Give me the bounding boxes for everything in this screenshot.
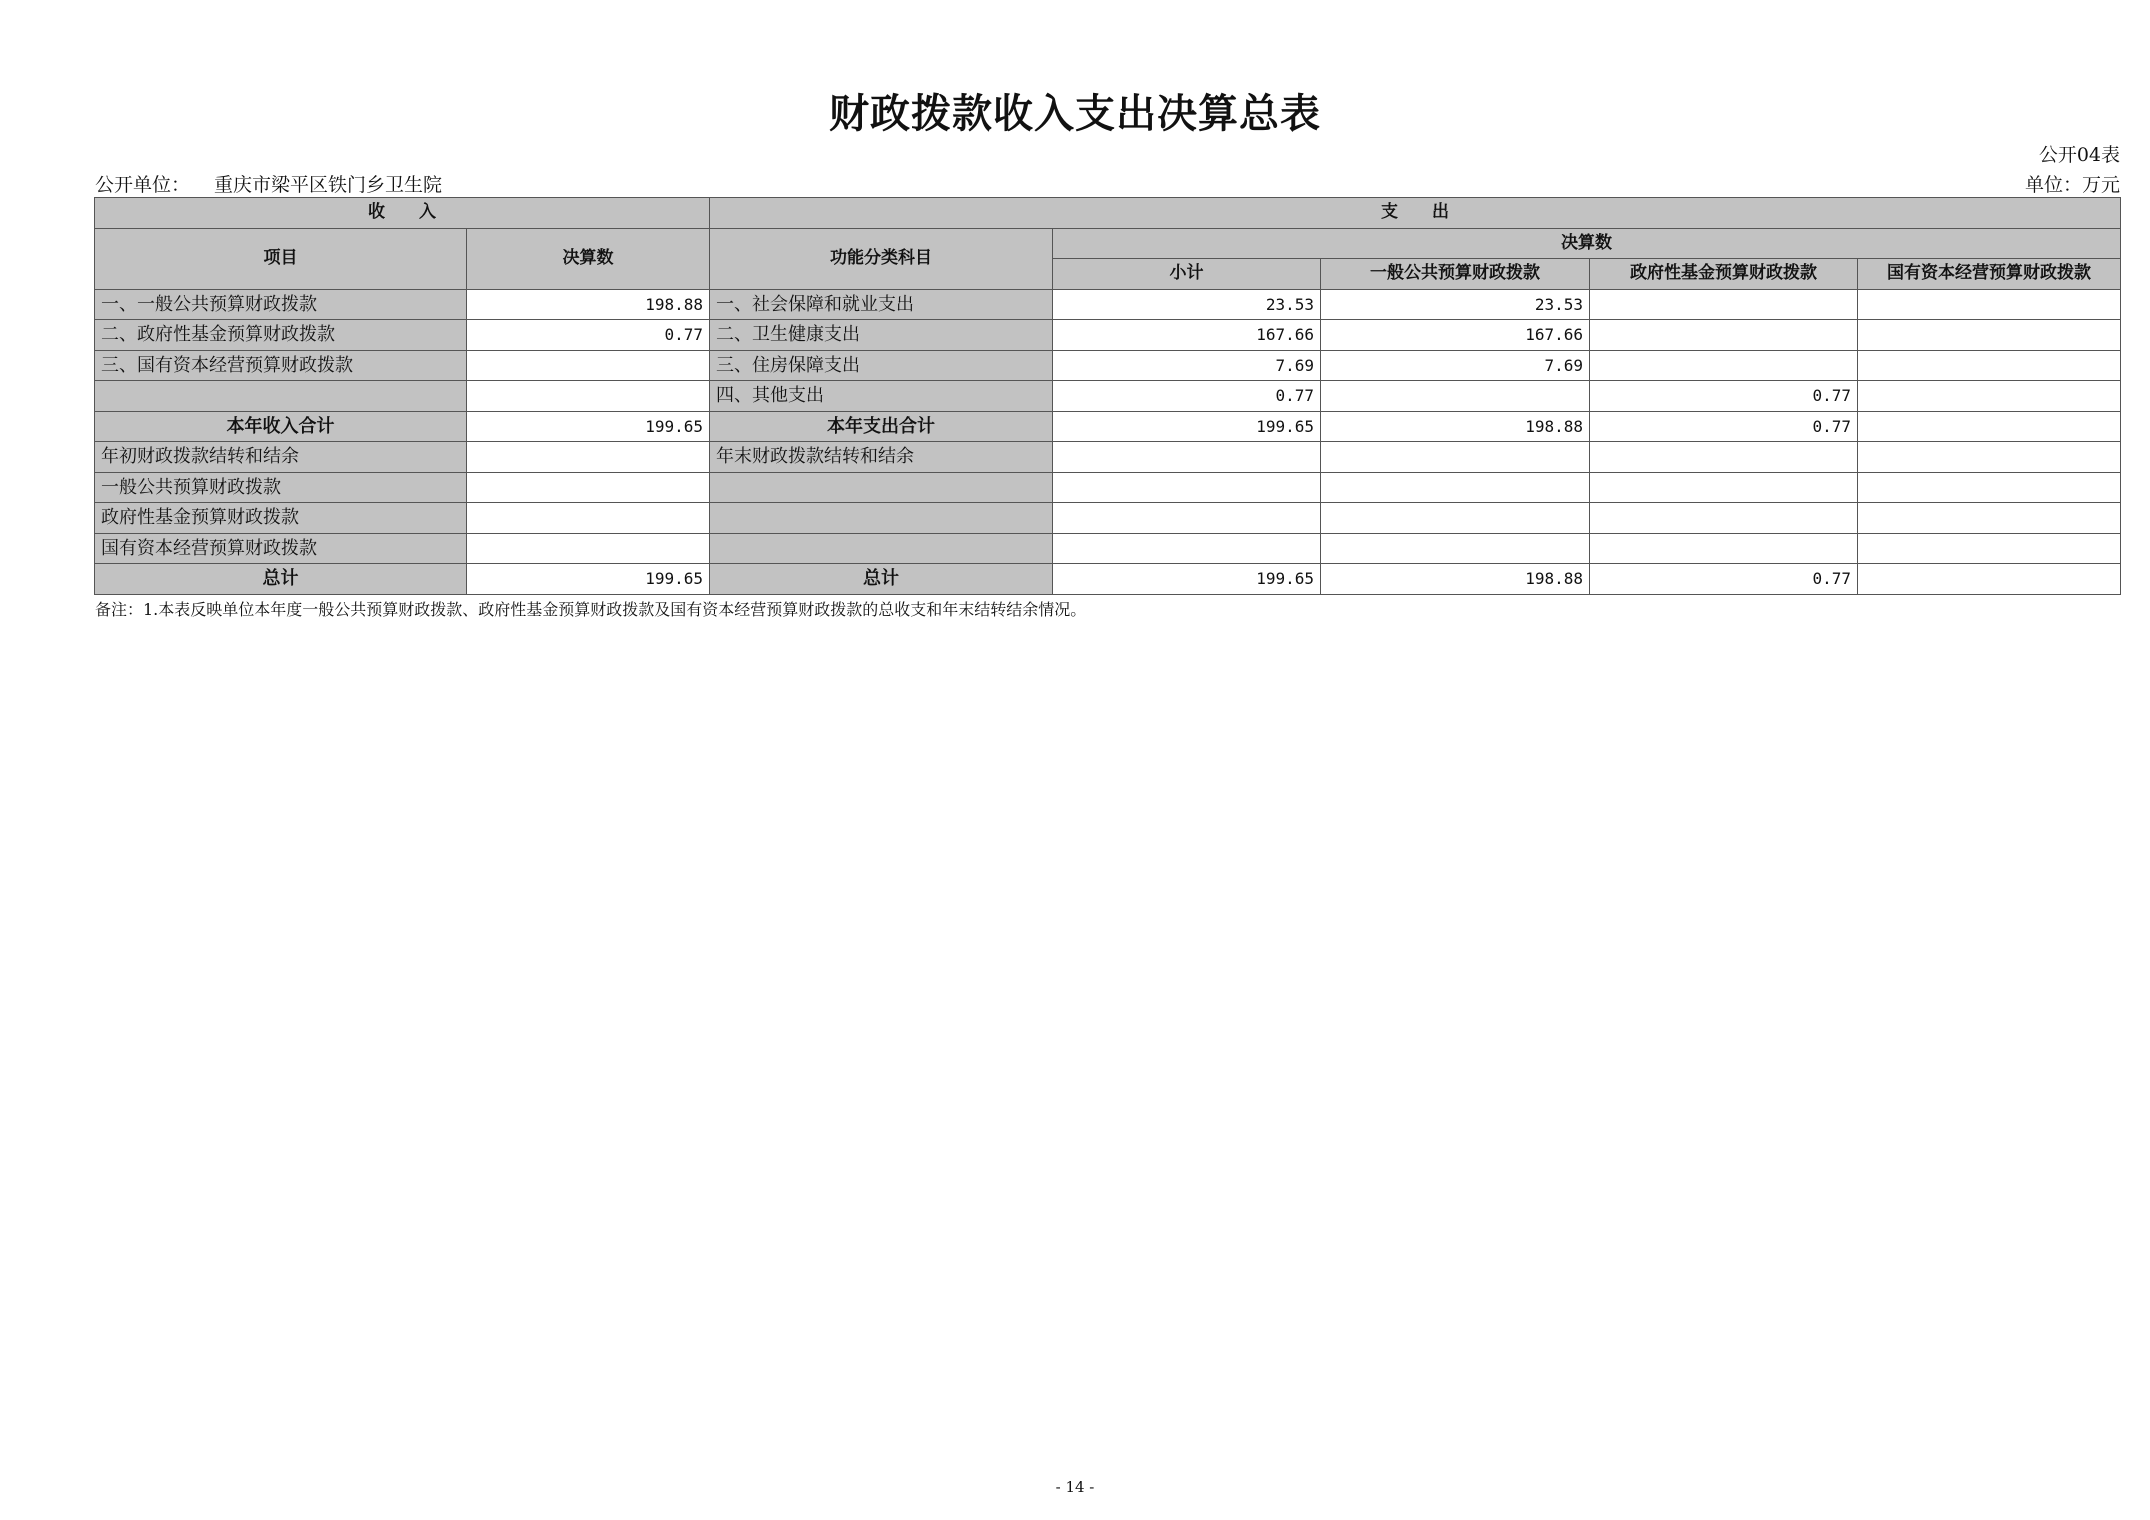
state-capital-cell <box>1858 442 2121 473</box>
general-cell: 167.66 <box>1321 320 1590 351</box>
settle-header: 决算数 <box>1053 228 2121 259</box>
expense-item: 三、住房保障支出 <box>710 350 1053 381</box>
gov-fund-cell: 0.77 <box>1590 564 1858 595</box>
general-cell <box>1321 472 1590 503</box>
expense-item: 年末财政拨款结转和结余 <box>710 442 1053 473</box>
function-header: 功能分类科目 <box>710 228 1053 289</box>
subtotal-cell <box>1053 533 1321 564</box>
header-row-2 <box>95 228 2121 259</box>
income-amount: 198.88 <box>467 289 710 320</box>
expense-item: 二、卫生健康支出 <box>710 320 1053 351</box>
state-capital-cell <box>1858 472 2121 503</box>
income-item: 一、一般公共预算财政拨款 <box>95 289 467 320</box>
subtotal-cell: 0.77 <box>1053 381 1321 412</box>
state-capital-cell <box>1858 350 2121 381</box>
general-cell: 23.53 <box>1321 289 1590 320</box>
income-item: 一般公共预算财政拨款 <box>95 472 467 503</box>
income-total-label: 本年收入合计 <box>95 411 467 442</box>
general-cell <box>1321 442 1590 473</box>
table-row <box>95 381 2121 412</box>
appropriation-summary-table <box>94 197 2121 595</box>
gov-fund-cell: 0.77 <box>1590 411 1858 442</box>
gov-fund-cell <box>1590 533 1858 564</box>
income-item: 年初财政拨款结转和结余 <box>95 442 467 473</box>
table-row <box>95 289 2121 320</box>
general-cell: 198.88 <box>1321 564 1590 595</box>
income-header: 收 入 <box>95 198 710 229</box>
state-capital-cell <box>1858 411 2121 442</box>
income-item: 三、国有资本经营预算财政拨款 <box>95 350 467 381</box>
gov-fund-cell <box>1590 350 1858 381</box>
expense-item <box>710 472 1053 503</box>
state-capital-header: 国有资本经营预算财政拨款 <box>1858 259 2121 290</box>
general-cell <box>1321 381 1590 412</box>
table-row <box>95 503 2121 534</box>
table-row-total <box>95 411 2121 442</box>
subtotal-cell: 167.66 <box>1053 320 1321 351</box>
table-row <box>95 472 2121 503</box>
state-capital-cell <box>1858 564 2121 595</box>
general-cell <box>1321 533 1590 564</box>
income-amount <box>467 503 710 534</box>
subtotal-header: 小计 <box>1053 259 1321 290</box>
income-amount <box>467 350 710 381</box>
general-cell: 198.88 <box>1321 411 1590 442</box>
table-row-grand-total <box>95 564 2121 595</box>
subtotal-cell: 199.65 <box>1053 411 1321 442</box>
income-amount <box>467 533 710 564</box>
amount-header: 决算数 <box>467 228 710 289</box>
general-header: 一般公共预算财政拨款 <box>1321 259 1590 290</box>
gov-fund-cell <box>1590 442 1858 473</box>
reporting-unit <box>95 170 442 197</box>
gov-fund-cell <box>1590 472 1858 503</box>
income-item <box>95 381 467 412</box>
state-capital-cell <box>1858 533 2121 564</box>
income-item: 二、政府性基金预算财政拨款 <box>95 320 467 351</box>
expense-total-label: 本年支出合计 <box>710 411 1053 442</box>
subtotal-cell: 23.53 <box>1053 289 1321 320</box>
expense-item: 四、其他支出 <box>710 381 1053 412</box>
income-amount: 199.65 <box>467 411 710 442</box>
header-row-1 <box>95 198 2121 229</box>
subtotal-cell <box>1053 442 1321 473</box>
income-amount <box>467 472 710 503</box>
table-row <box>95 442 2121 473</box>
income-amount <box>467 442 710 473</box>
gov-fund-header: 政府性基金预算财政拨款 <box>1590 259 1858 290</box>
income-amount: 199.65 <box>467 564 710 595</box>
page-title: 财政拨款收入支出决算总表 <box>829 91 1321 137</box>
state-capital-cell <box>1858 289 2121 320</box>
table-row <box>95 320 2121 351</box>
table-row <box>95 350 2121 381</box>
gov-fund-cell <box>1590 503 1858 534</box>
item-header: 项目 <box>95 228 467 289</box>
subtotal-cell: 7.69 <box>1053 350 1321 381</box>
expense-header: 支 出 <box>710 198 2121 229</box>
income-amount: 0.77 <box>467 320 710 351</box>
expense-item <box>710 503 1053 534</box>
footnote: 备注：1.本表反映单位本年度一般公共预算财政拨款、政府性基金预算财政拨款及国有资本经营预算财政拨款的总收支和年末结转结余情况。 <box>95 600 1087 619</box>
income-grand-total-label: 总计 <box>95 564 467 595</box>
reporting-unit-name: 重庆市梁平区铁门乡卫生院 <box>214 174 443 196</box>
income-item: 国有资本经营预算财政拨款 <box>95 533 467 564</box>
expense-item: 一、社会保障和就业支出 <box>710 289 1053 320</box>
table-row <box>95 533 2121 564</box>
general-cell: 7.69 <box>1321 350 1590 381</box>
state-capital-cell <box>1858 381 2121 412</box>
gov-fund-cell: 0.77 <box>1590 381 1858 412</box>
state-capital-cell <box>1858 320 2121 351</box>
form-number: 公开04表 <box>2038 144 2120 166</box>
page-number: - 14 - <box>1055 1478 1095 1496</box>
subtotal-cell <box>1053 472 1321 503</box>
income-item: 政府性基金预算财政拨款 <box>95 503 467 534</box>
currency-unit: 单位：万元 <box>2024 174 2120 196</box>
expense-grand-total-label: 总计 <box>710 564 1053 595</box>
expense-item <box>710 533 1053 564</box>
income-amount <box>467 381 710 412</box>
reporting-unit-label: 公开单位： <box>95 174 191 196</box>
state-capital-cell <box>1858 503 2121 534</box>
subtotal-cell: 199.65 <box>1053 564 1321 595</box>
gov-fund-cell <box>1590 289 1858 320</box>
general-cell <box>1321 503 1590 534</box>
subtotal-cell <box>1053 503 1321 534</box>
gov-fund-cell <box>1590 320 1858 351</box>
